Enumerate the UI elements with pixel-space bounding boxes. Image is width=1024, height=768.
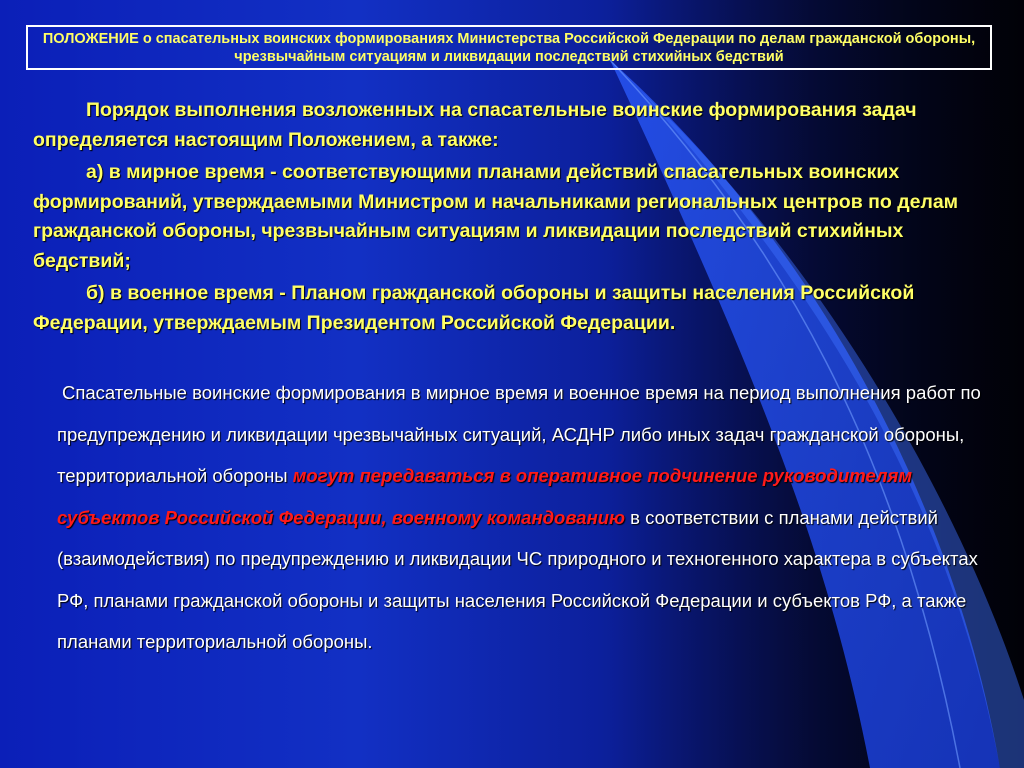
- paragraph-wartime: б) в военное время - Планом гражданской обороны и защиты населения Российской Федерации, утверждаемым Президентом Российской Федерации.: [33, 282, 915, 334]
- secondary-text-block: [57, 372, 987, 663]
- paragraph-peacetime: а) в мирное время - соответствующими планами действий спасательных воинских формирований, утверждаемыми Министром и начальниками региональных центров по делам гражданской обороны, чрезвычайным ситуациям и ликвидации последствий стихийных бедствий;: [33, 161, 959, 272]
- paragraph-intro: Порядок выполнения возложенных на спасательные воинские формирования задач определяется настоящим Положением, а также:: [33, 99, 917, 151]
- subordination-text-after: в соответствии с планами действий (взаимодействия) по предупреждению и ликвидации ЧС природного и техногенного характера в субъектах РФ, планами гражданской обороны и защиты населения Российской Федерации и субъектов РФ, а также планами территориальной обороны.: [57, 506, 978, 652]
- main-text-block: [33, 96, 983, 341]
- subordination-text-before: Спасательные воинские формирования в мирное время и военное время на период выполнения работ по предупреждению и ликвидации чрезвычайных ситуаций, АСДНР либо иных задач гражданской обороны, территориальной обороны: [57, 382, 981, 486]
- paragraph-subordination: [57, 372, 987, 663]
- subordination-highlight: могут передаваться в оперативное подчинение руководителям субъектов Российской Федерации, военному командованию: [57, 465, 913, 528]
- slide-title-box: [26, 25, 992, 70]
- slide-title: ПОЛОЖЕНИЕ о спасательных воинских формированиях Министерства Российской Федерации по делам гражданской обороны, чрезвычайным ситуациям и ликвидации последствий стихийных бедствий: [42, 31, 976, 65]
